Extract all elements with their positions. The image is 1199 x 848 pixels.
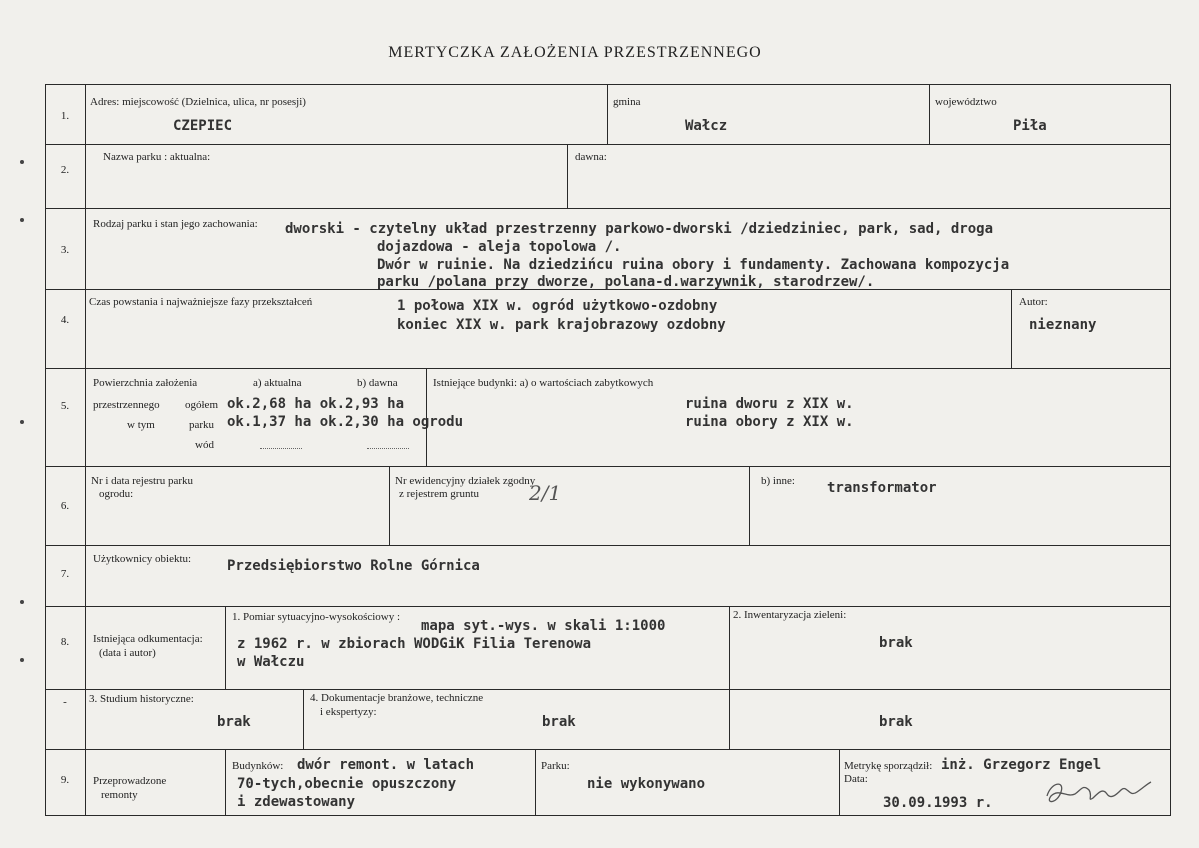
cell-divider: [929, 84, 930, 144]
cell-divider: [607, 84, 608, 144]
park-type-line: Dwór w ruinie. Na dziedzińcu ruina obory i fundamenty. Zachowana kompozycja: [377, 257, 1010, 273]
buildings-label: Istniejące budynki: a) o wartościach zabytkowych: [433, 377, 654, 389]
survey-label: 1. Pomiar sytuacyjno-wysokościowy :: [232, 611, 401, 623]
park-type-line: parku /polana przy dworze, polana-d.warzywnik, starodrzew/.: [377, 274, 875, 290]
register-label: Nr i data rejestru parku: [91, 475, 194, 487]
park-type-line: dworski - czytelny układ przestrzenny parkowo-dworski /dziedziniec, park, sad, droga: [285, 221, 994, 237]
cell-divider: [225, 749, 226, 816]
prepared-by-label: Metrykę sporządził:: [844, 760, 933, 772]
cell-divider: [225, 606, 226, 689]
address-value: CZEPIEC: [173, 118, 233, 134]
signature: [1037, 774, 1157, 814]
area-label-2: przestrzennego: [93, 399, 160, 411]
park-repair-label: Parku:: [541, 760, 570, 772]
row-separator: [45, 208, 1171, 209]
area-label: Powierzchnia założenia: [93, 377, 198, 389]
area-former-header: b) dawna: [357, 377, 398, 389]
extra-docs-value: brak: [879, 714, 913, 730]
wojewodztwo-label: województwo: [935, 96, 997, 108]
row-separator: [45, 466, 1171, 467]
total-label: ogółem: [185, 399, 218, 411]
other-value: transformator: [827, 480, 937, 496]
area-current-header: a) aktualna: [253, 377, 302, 389]
greenery-label: 2. Inwentaryzacja zieleni:: [733, 609, 847, 621]
wojewodztwo-value: Piła: [1013, 118, 1047, 134]
buildings-repair-line: dwór remont. w latach: [297, 757, 475, 773]
park-area-label: parku: [189, 419, 215, 431]
cell-divider: [426, 368, 427, 466]
repairs-label-2: remonty: [101, 789, 138, 801]
water-current-blank: [260, 448, 302, 449]
evidence-label: Nr ewidencyjny działek zgodny: [395, 475, 536, 487]
cell-divider: [535, 749, 536, 816]
row-number: 1.: [60, 110, 70, 122]
row-separator: [45, 368, 1171, 369]
park-name-label: Nazwa parku : aktualna:: [103, 151, 211, 163]
survey-line: z 1962 r. w zbiorach WODGiK Filia Terenowa: [237, 636, 592, 652]
row-separator: [45, 606, 1171, 607]
prepared-by-value: inż. Grzegorz Engel: [941, 757, 1102, 773]
water-area-label: wód: [195, 439, 214, 451]
history-study-value: brak: [217, 714, 251, 730]
tech-docs-label-2: i ekspertyzy:: [320, 706, 377, 718]
row-number: 7.: [60, 568, 70, 580]
row-separator: [45, 545, 1171, 546]
former-name-label: dawna:: [575, 151, 607, 163]
number-column-divider: [85, 84, 86, 816]
document-title: MERTYCZKA ZAŁOŻENIA PRZESTRZENNEGO: [388, 44, 762, 61]
park-area-values: ok.1,37 ha ok.2,30 ha ogrodu: [227, 414, 464, 430]
parcel-number: 2/1: [529, 481, 562, 505]
survey-line: mapa syt.-wys. w skali 1:1000: [421, 618, 666, 634]
tech-docs-label: 4. Dokumentacje branżowe, techniczne: [310, 692, 484, 704]
gmina-label: gmina: [613, 96, 641, 108]
row-separator: [45, 144, 1171, 145]
row-number: 5.: [60, 400, 70, 412]
docs-label-2: (data i autor): [99, 647, 156, 659]
row-separator: [45, 689, 1171, 690]
punch-hole: [20, 218, 24, 222]
punch-hole: [20, 160, 24, 164]
row-number: -: [63, 696, 67, 708]
row-number: 3.: [60, 244, 70, 256]
docs-label: Istniejąca odkumentacja:: [93, 633, 203, 645]
row-separator: [45, 749, 1171, 750]
cell-divider: [389, 466, 390, 545]
park-type-label: Rodzaj parku i stan jego zachowania:: [93, 218, 258, 230]
evidence-label-2: z rejestrem gruntu: [399, 488, 480, 500]
gmina-value: Wałcz: [685, 118, 728, 134]
phase-line: koniec XIX w. park krajobrazowy ozdobny: [397, 317, 726, 333]
area-label-3: w tym: [127, 419, 155, 431]
survey-line: w Wałczu: [237, 654, 305, 670]
building-item: ruina dworu z XIX w.: [685, 396, 854, 412]
tech-docs-value: brak: [542, 714, 576, 730]
cell-divider: [729, 689, 730, 749]
row-number: 9.: [60, 774, 70, 786]
repairs-label: Przeprowadzone: [93, 775, 167, 787]
author-value: nieznany: [1029, 317, 1097, 333]
buildings-repair-label: Budynków:: [232, 760, 284, 772]
punch-hole: [20, 600, 24, 604]
buildings-repair-line: i zdewastowany: [237, 794, 356, 810]
users-value: Przedsiębiorstwo Rolne Górnica: [227, 558, 480, 574]
row-number: 2.: [60, 164, 70, 176]
row-separator: [45, 289, 1171, 290]
cell-divider: [839, 749, 840, 816]
park-repair-value: nie wykonywano: [587, 776, 706, 792]
cell-divider: [303, 689, 304, 749]
buildings-repair-line: 70-tych,obecnie opuszczony: [237, 776, 457, 792]
water-former-blank: [367, 448, 409, 449]
phases-label: Czas powstania i najważniejsze fazy przekształceń: [89, 296, 313, 308]
users-label: Użytkownicy obiektu:: [93, 553, 192, 565]
cell-divider: [729, 606, 730, 689]
row-number: 4.: [60, 314, 70, 326]
row-number: 6.: [60, 500, 70, 512]
address-label: Adres: miejscowość (Dzielnica, ulica, nr posesji): [90, 96, 306, 108]
form-table: [45, 84, 1171, 816]
punch-hole: [20, 658, 24, 662]
row-number: 8.: [60, 636, 70, 648]
history-study-label: 3. Studium historyczne:: [89, 693, 194, 705]
cell-divider: [1011, 289, 1012, 368]
cell-divider: [567, 144, 568, 208]
building-item: ruina obory z XIX w.: [685, 414, 854, 430]
cell-divider: [749, 466, 750, 545]
register-label-2: ogrodu:: [99, 488, 134, 500]
park-type-line: dojazdowa - aleja topolowa /.: [377, 239, 622, 255]
greenery-value: brak: [879, 635, 913, 651]
date-value: 30.09.1993 r.: [883, 795, 993, 811]
other-label: b) inne:: [761, 475, 795, 487]
total-area-values: ok.2,68 ha ok.2,93 ha: [227, 396, 405, 412]
phase-line: 1 połowa XIX w. ogród użytkowo-ozdobny: [397, 298, 718, 314]
author-label: Autor:: [1019, 296, 1048, 308]
punch-hole: [20, 420, 24, 424]
date-label: Data:: [844, 773, 868, 785]
